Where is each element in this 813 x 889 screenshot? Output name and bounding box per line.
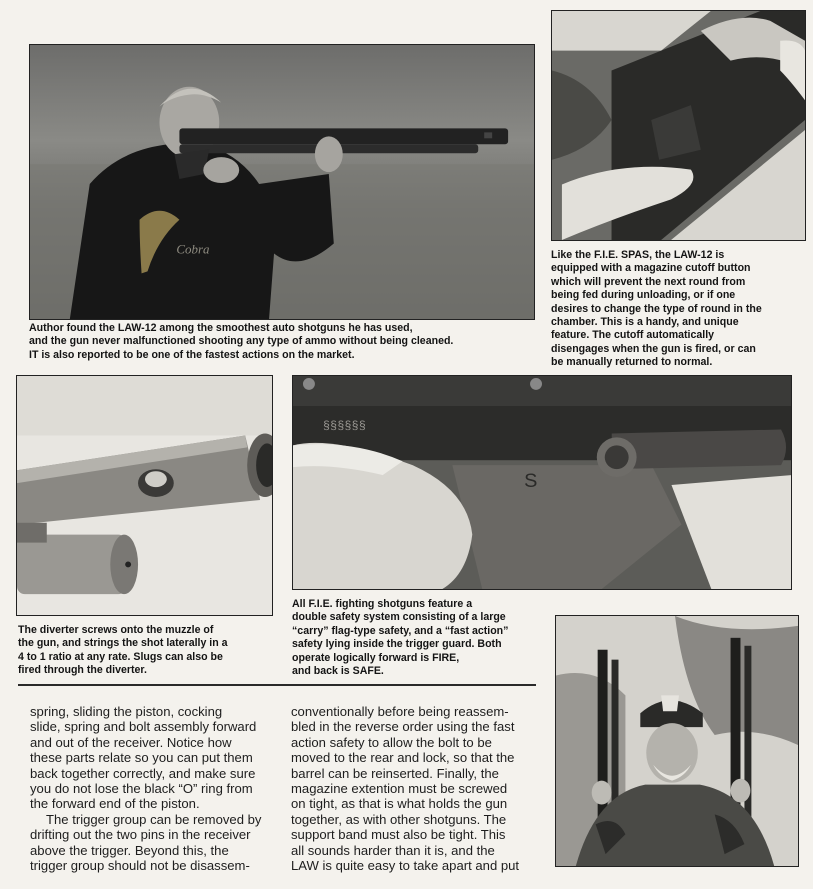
article-line: conventionally before being reassem- <box>291 704 509 719</box>
article-line: all sounds harder than it is, and the <box>291 842 495 858</box>
caption-line: “carry” flag-type safety, and a “fast action” <box>292 624 509 637</box>
shotguns-portrait-photo <box>555 615 799 867</box>
author-photo <box>29 44 535 320</box>
article-line: on tight, as that is what holds the gun <box>291 796 508 812</box>
cutoff-button-photo <box>551 10 806 241</box>
cutoff-button-caption <box>551 249 762 370</box>
article-line: spring, sliding the piston, cocking <box>30 704 223 719</box>
article-line: above the trigger. Beyond this, the <box>30 842 229 858</box>
caption-line: the gun, and strings the shot laterally in a <box>18 637 228 650</box>
receiver-serial: §§§§§§ <box>322 419 366 434</box>
article-line: the forward end of the piston. <box>30 796 200 812</box>
diverter-photo <box>16 375 273 616</box>
article-line: moved to the rear and lock, so that the <box>291 750 515 766</box>
author-photo-art <box>30 45 534 319</box>
article-line: together, as with other shotguns. The <box>291 811 507 827</box>
safety-photo <box>292 375 792 590</box>
article-line: these parts relate so you can put them <box>30 750 253 766</box>
diverter-art <box>17 376 272 615</box>
article-line: action safety to allow the bolt to be <box>291 734 492 750</box>
caption-line: All F.I.E. fighting shotguns feature a <box>292 598 473 610</box>
caption-line: fired through the diverter. <box>18 664 147 677</box>
caption-line: desires to change the type of round in the <box>551 302 762 315</box>
caption-line: 4 to 1 ratio at any rate. Slugs can also be <box>18 650 223 663</box>
caption-line: which will prevent the next round from <box>551 275 746 288</box>
caption-line: feature. The cutoff automatically <box>551 329 715 342</box>
caption-line: equipped with a magazine cutoff button <box>551 262 751 275</box>
author-photo-caption <box>29 322 453 362</box>
safety-art <box>293 376 791 589</box>
caption-line: safety lying inside the trigger guard. Both <box>292 638 502 651</box>
caption-line: operate logically forward is FIRE, <box>292 651 460 664</box>
caption-line: and back is SAFE. <box>292 665 384 678</box>
caption-line: Author found the LAW-12 among the smoothest auto shotguns he has used, <box>29 322 413 334</box>
article-line: trigger group should not be disassem- <box>30 858 250 874</box>
article-line: magazine extention must be screwed <box>291 781 508 797</box>
caption-line: IT is also reported to be one of the fastest actions on the market. <box>29 348 355 361</box>
article-line: support band must also be tight. This <box>291 827 506 843</box>
sweatshirt-logo: Cobra <box>176 241 210 257</box>
safety-letter: S <box>524 470 538 492</box>
caption-line: double safety system consisting of a large <box>292 611 506 624</box>
caption-line: and the gun never malfunctioned shooting any type of ammo without being cleaned. <box>29 335 454 348</box>
article-line: The trigger group can be removed by <box>46 811 262 827</box>
caption-line: be manually returned to normal. <box>551 356 713 369</box>
safety-system-caption <box>292 598 508 678</box>
article-line: LAW is quite easy to take apart and put <box>291 858 520 874</box>
caption-line: Like the F.I.E. SPAS, the LAW-12 is <box>551 249 725 261</box>
caption-line: The diverter screws onto the muzzle of <box>18 624 214 636</box>
article-left-column <box>30 704 276 873</box>
caption-line: disengages when the gun is fired, or can <box>551 342 756 355</box>
caption-line: chamber. This is a handy, and unique <box>551 316 739 329</box>
cutoff-button-art <box>552 11 805 240</box>
article-line: drifting out the two pins in the receiver <box>30 827 251 843</box>
article-line: barrel can be reinserted. Finally, the <box>291 765 499 781</box>
article-right-column <box>291 704 541 873</box>
article-line: back together correctly, and make sure <box>30 765 256 781</box>
section-divider <box>18 684 536 686</box>
article-line: and out of the receiver. Notice how <box>30 734 232 750</box>
caption-line: being fed during unloading, or if one <box>551 289 736 302</box>
article-line: slide, spring and bolt assembly forward <box>30 719 257 735</box>
article-line: you do not lose the black “O” ring from <box>30 781 253 797</box>
article-line: bled in the reverse order using the fast <box>291 719 515 735</box>
diverter-caption <box>18 624 228 678</box>
shotguns-portrait-art <box>556 616 798 866</box>
